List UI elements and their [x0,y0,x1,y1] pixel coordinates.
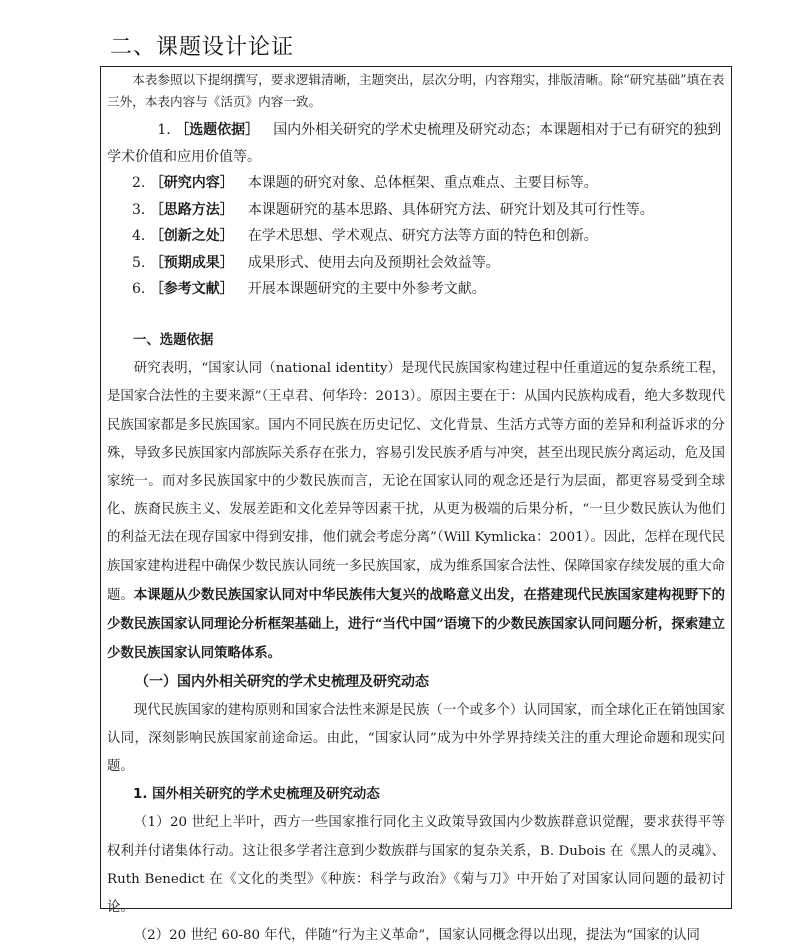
form-box [100,66,732,944]
outline-item-6 [107,276,725,303]
outline-item-text: 本课题研究的基本思路、具体研究方法、研究计划及其可行性等。 [247,201,654,218]
outline-item-tag: ［研究内容］ [149,175,234,191]
outline-item-number: 6. [132,281,146,297]
instructions-text: 本表参照以下提纲撰写，要求逻辑清晰，主题突出，层次分明，内容翔实，排版清晰。除“研究基础”填在表三外，本表内容与《活页》内容一致。 [107,72,725,109]
subsection-heading: （一）国内外相关研究的学术史梳理及研究动态 [135,674,429,691]
outline-item-tag: ［参考文献］ [149,281,234,297]
paragraph: 现代民族国家的建构原则和国家合法性来源是民族（一个或多个）认同国家，而全球化正在销蚀国家认同，深刻影响民族国家前途命运。由此，“国家认同”成为中外学界持续关注的重大理论命题和现实问题。 [107,702,725,775]
paragraph-text: 研究表明，“国家认同（national identity）是现代民族国家构建过程中任重道远的复杂系统工程，是国家合法性的主要来源”（王卓君、何华玲：2013）。原因主要在于：从国内民族构成看，绝大多数现代民族国家都是多民族国家。国内不同民族在历史记忆、文化背景、生活方式等方面的差异和利益诉求的分殊，导致多民族国家内部族际关系存在张力，容易引发民族矛盾与冲突，甚至出现民族分离运动，危及国家统一。而对多民族国家中的少数民族而言，无论在国家认同的观念还是行为层面，都更容易受到全球化、族裔民族主义、发展差距和文化差异等因素干扰，从更为极端的后果分析，“一旦少数民族认为他们的利益无法在现存国家中得到安排，他们就会考虑分离”（Will Kymlicka：2001）。因此，怎样在现代民族国家建构进程中确保少数民族认同统一多民族国家，成为维系国家合法性、保障国家存续发展的重大命题。 [107,361,725,603]
outline-item-2 [107,170,725,197]
outline-item-tag: ［思路方法］ [149,201,234,218]
subsubsection-heading: 1. 国外相关研究的学术史梳理及研究动态 [133,787,380,803]
outline-item-4 [107,223,725,250]
outline-item-tag: ［预期成果］ [149,254,234,271]
outline-item-3 [107,197,725,224]
outline-list [107,117,725,303]
section-heading: 一、选题依据 [133,333,214,348]
outline-item-number: 2. [132,175,146,191]
outline-item-number: 1. [157,122,171,138]
outline-item-tag: ［选题依据］ [175,122,260,138]
outline-item-number: 5. [132,254,146,271]
outline-item-1 [107,117,725,170]
paragraph: （2）20 世纪 60-80 年代，伴随“行为主义革命”，国家认同概念得以出现，提法为“国家的认同 [133,928,700,944]
outline-item-number: 4. [132,228,146,244]
paragraph [107,355,725,668]
paragraph: （1）20 世纪上半叶，西方一些国家推行同化主义政策导致国内少数族群意识觉醒，要求获得平等权利并付诸集体行动。这让很多学者注意到少数族群与国家的复杂关系，B. Dubois 在《黑人的灵魂》、Ruth Benedict 在《文化的类型》《种族：科学与政治》《菊与刀》中开始了对国家认同问题的最初讨论。 [107,815,725,916]
outline-item-text: 本课题的研究对象、总体框架、重点难点、主要目标等。 [247,175,598,191]
page-title: 二、课题设计论证 [110,35,295,60]
outline-item-number: 3. [132,201,146,218]
outline-item-text: 在学术思想、学术观点、研究方法等方面的特色和创新。 [247,228,598,244]
paragraph-bold-text: 本课题从少数民族国家认同对中华民族伟大复兴的战略意义出发，在搭建现代民族国家建构视野下的少数民族国家认同理论分析框架基础上，进行“当代中国”语境下的少数民族国家认同问题分析，探索建立少数民族国家认同策略体系。 [107,586,726,662]
body-content [107,327,725,950]
outline-item-text: 国内外相关研究的学术史梳理及研究动态；本课题相对于已有研究的独到学术价值和应用价值等。 [107,122,722,165]
outline-item-5 [107,250,725,277]
outline-item-tag: ［创新之处］ [149,228,234,244]
outline-item-text: 成果形式、使用去向及预期社会效益等。 [247,254,500,271]
outline-item-text: 开展本课题研究的主要中外参考文献。 [247,281,486,297]
instructions [107,69,725,113]
